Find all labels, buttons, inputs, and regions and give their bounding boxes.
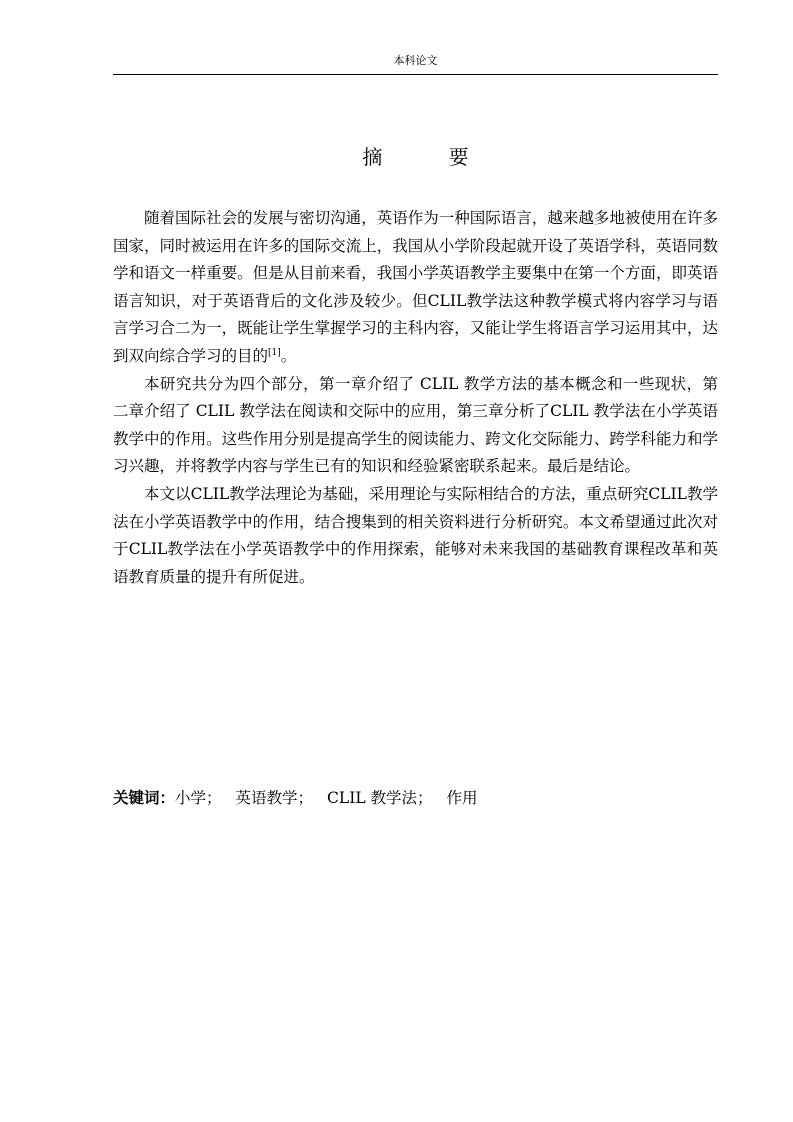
keyword-2: 英语教学； — [235, 789, 314, 807]
keyword-1: 小学； — [175, 789, 222, 807]
abstract-body — [113, 205, 718, 591]
keywords-line — [113, 784, 718, 812]
keyword-3: CLIL 教学法； — [327, 789, 433, 807]
paragraph-1-end: 。 — [280, 346, 297, 365]
header-text: 本科论文 — [393, 54, 438, 67]
keyword-4: 作用 — [446, 789, 478, 807]
citation-marker: [1] — [268, 347, 281, 358]
paragraph-1-text: 随着国际社会的发展与密切沟通，英语作为一种国际语言，越来越多地被使用在许多国家，同时被运用在许多的国际交流上，我国从小学阶段起就开设了英语学科，英语同数学和语文一样重要。但是从目前来看，我国小学英语教学主要集中在第一个方面，即英语语言知识，对于英语背后的文化涉及较少。但CLIL教学法这种教学模式将内容学习与语言学习合二为一，既能让学生掌握学习的主科内容，又能让学生将语言学习运用其中，达到双向综合学习的目的 — [113, 209, 718, 365]
abstract-paragraph-2: 本研究共分为四个部分，第一章介绍了 CLIL 教学方法的基本概念和一些现状，第二章介绍了 CLIL 教学法在阅读和交际中的应用，第三章分析了CLIL 教学法在小学英语教学中的作用。这些作用分别是提高学生的阅读能力、跨文化交际能力、跨学科能力和学习兴趣，并将教学内容与学生已有的知识和经验紧密联系起来。最后是结论。 — [113, 374, 718, 476]
page-header — [113, 52, 718, 75]
abstract-title: 摘 要 — [362, 145, 499, 169]
abstract-paragraph-3: 本文以CLIL教学法理论为基础，采用理论与实际相结合的方法，重点研究CLIL教学法在小学英语教学中的作用，结合搜集到的相关资料进行分析研究。本文希望通过此次对于CLIL教学法在小学英语教学中的作用探索，能够对未来我国的基础教育课程改革和英语教育质量的提升有所促进。 — [113, 484, 718, 586]
abstract-paragraph-1 — [113, 205, 718, 371]
keywords-label: 关键词： — [113, 789, 176, 807]
